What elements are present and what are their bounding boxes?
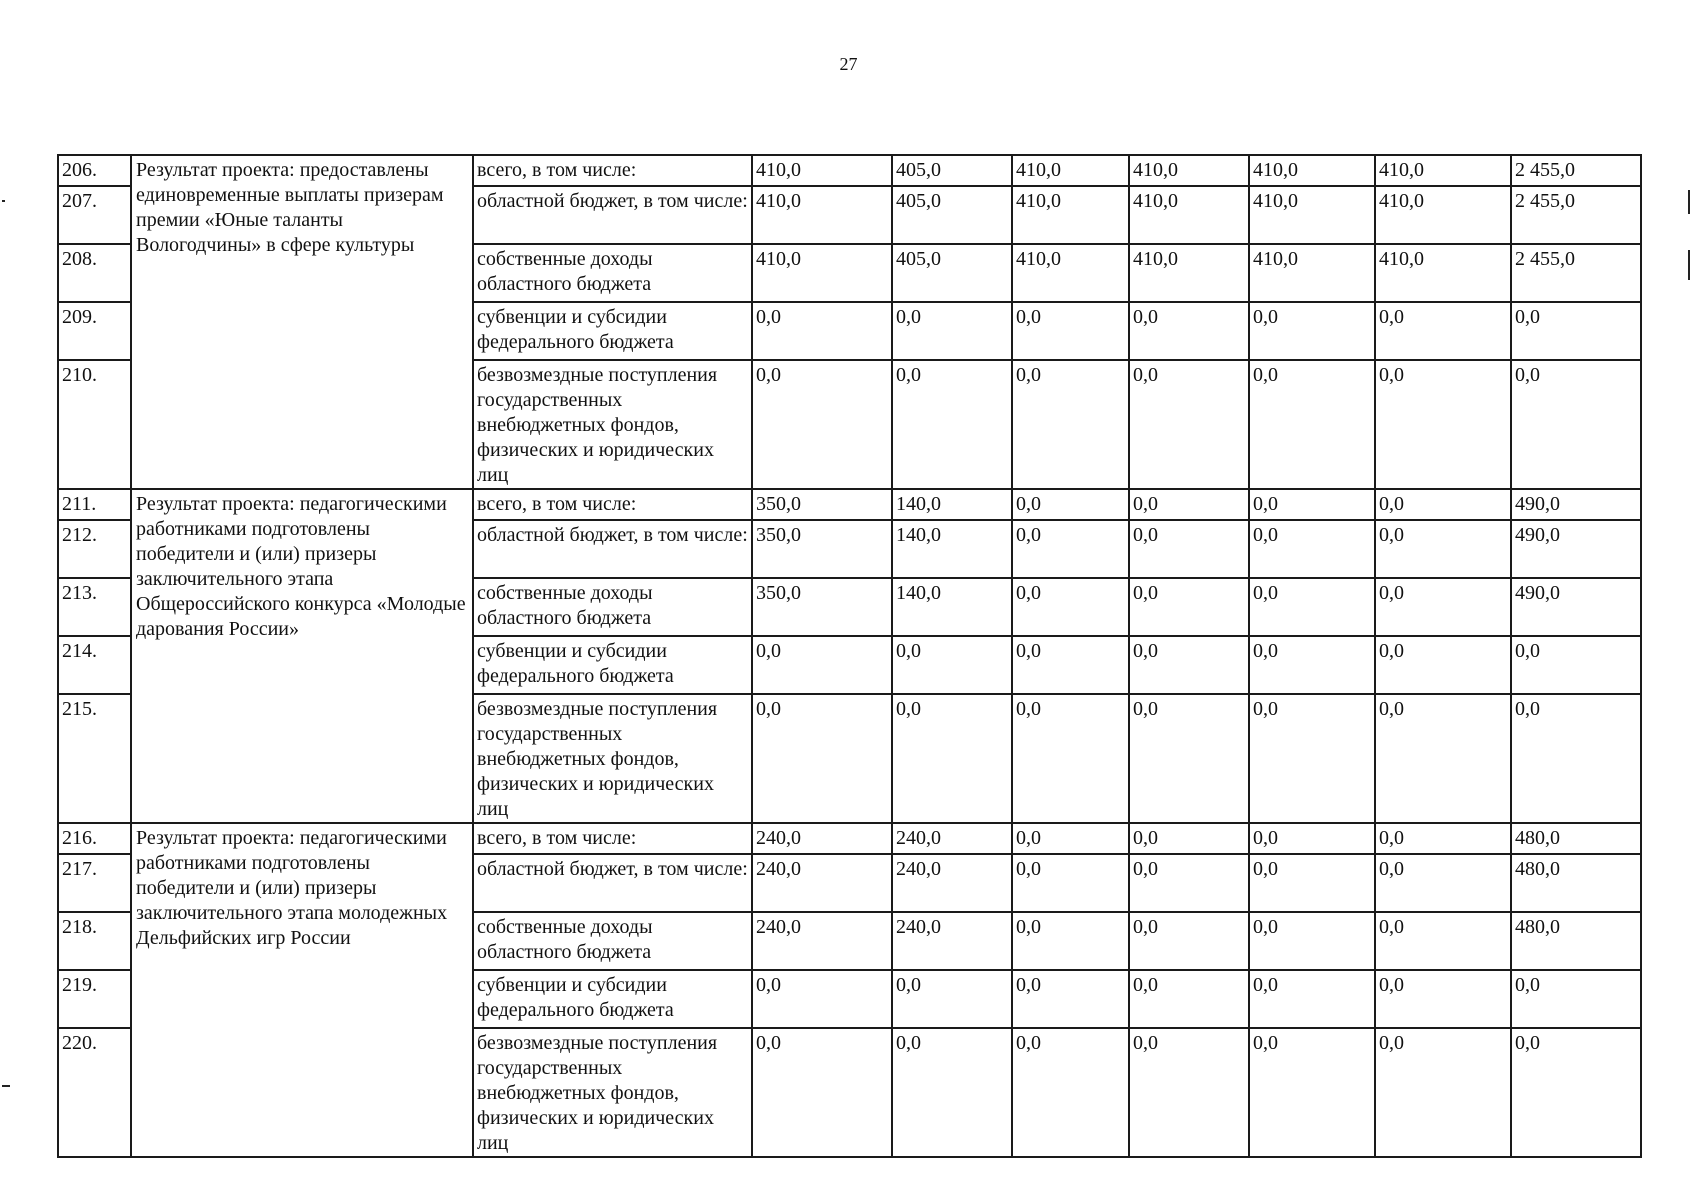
year-value: 410,0 (1249, 186, 1375, 244)
year-value: 240,0 (752, 854, 892, 912)
year-value: 410,0 (1129, 186, 1249, 244)
year-value: 0,0 (1012, 302, 1129, 360)
total-value: 0,0 (1511, 970, 1641, 1028)
funding-source: субвенции и субсидии федерального бюджета (473, 970, 752, 1028)
year-value: 0,0 (1375, 823, 1511, 854)
year-value: 0,0 (1129, 823, 1249, 854)
table-row (58, 155, 1641, 186)
scan-speck (1688, 190, 1690, 214)
year-value: 0,0 (1012, 636, 1129, 694)
row-number: 208. (58, 244, 131, 302)
row-number: 206. (58, 155, 131, 186)
total-value: 0,0 (1511, 302, 1641, 360)
year-value: 0,0 (1375, 970, 1511, 1028)
year-value: 0,0 (752, 970, 892, 1028)
year-value: 410,0 (1249, 244, 1375, 302)
year-value: 0,0 (752, 1028, 892, 1157)
year-value: 410,0 (1129, 244, 1249, 302)
row-number: 214. (58, 636, 131, 694)
year-value: 0,0 (1012, 1028, 1129, 1157)
year-value: 0,0 (1375, 854, 1511, 912)
row-number: 210. (58, 360, 131, 489)
year-value: 0,0 (1129, 912, 1249, 970)
year-value: 0,0 (1129, 302, 1249, 360)
year-value: 0,0 (1249, 912, 1375, 970)
funding-source: субвенции и субсидии федерального бюджета (473, 302, 752, 360)
total-value: 490,0 (1511, 578, 1641, 636)
year-value: 0,0 (892, 360, 1012, 489)
total-value: 490,0 (1511, 489, 1641, 520)
year-value: 410,0 (752, 244, 892, 302)
year-value: 410,0 (1375, 244, 1511, 302)
year-value: 410,0 (752, 186, 892, 244)
year-value: 0,0 (752, 636, 892, 694)
year-value: 0,0 (1249, 970, 1375, 1028)
year-value: 0,0 (1012, 823, 1129, 854)
year-value: 410,0 (1375, 155, 1511, 186)
year-value: 0,0 (1249, 360, 1375, 489)
funding-source: собственные доходы областного бюджета (473, 244, 752, 302)
year-value: 405,0 (892, 155, 1012, 186)
scan-speck (2, 200, 5, 202)
year-value: 240,0 (892, 912, 1012, 970)
year-value: 0,0 (1375, 520, 1511, 578)
year-value: 0,0 (752, 302, 892, 360)
year-value: 405,0 (892, 244, 1012, 302)
year-value: 350,0 (752, 520, 892, 578)
row-number: 218. (58, 912, 131, 970)
funding-source: безвозмездные поступления государственных внебюджетных фондов, физических и юридических лиц (473, 360, 752, 489)
row-number: 209. (58, 302, 131, 360)
funding-source: собственные доходы областного бюджета (473, 578, 752, 636)
year-value: 140,0 (892, 578, 1012, 636)
year-value: 240,0 (752, 912, 892, 970)
year-value: 0,0 (1012, 970, 1129, 1028)
year-value: 0,0 (1012, 578, 1129, 636)
year-value: 0,0 (1129, 636, 1249, 694)
scan-speck (2, 1085, 10, 1087)
row-number: 219. (58, 970, 131, 1028)
year-value: 0,0 (1012, 360, 1129, 489)
year-value: 0,0 (1375, 360, 1511, 489)
year-value: 0,0 (1375, 489, 1511, 520)
year-value: 0,0 (1129, 694, 1249, 823)
year-value: 0,0 (752, 360, 892, 489)
year-value: 0,0 (1129, 520, 1249, 578)
total-value: 480,0 (1511, 854, 1641, 912)
year-value: 350,0 (752, 489, 892, 520)
table-row (58, 823, 1641, 854)
year-value: 0,0 (1012, 912, 1129, 970)
year-value: 0,0 (1249, 578, 1375, 636)
year-value: 0,0 (1249, 694, 1375, 823)
year-value: 0,0 (1249, 1028, 1375, 1157)
row-number: 215. (58, 694, 131, 823)
year-value: 0,0 (892, 970, 1012, 1028)
total-value: 2 455,0 (1511, 186, 1641, 244)
year-value: 410,0 (1012, 186, 1129, 244)
year-value: 0,0 (892, 1028, 1012, 1157)
row-number: 213. (58, 578, 131, 636)
year-value: 410,0 (1012, 155, 1129, 186)
year-value: 240,0 (892, 823, 1012, 854)
table-row (58, 489, 1641, 520)
year-value: 0,0 (1129, 854, 1249, 912)
year-value: 0,0 (1129, 1028, 1249, 1157)
year-value: 410,0 (1375, 186, 1511, 244)
funding-source: областной бюджет, в том числе: (473, 186, 752, 244)
year-value: 405,0 (892, 186, 1012, 244)
year-value: 0,0 (1375, 912, 1511, 970)
year-value: 0,0 (1249, 854, 1375, 912)
total-value: 2 455,0 (1511, 155, 1641, 186)
funding-source: всего, в том числе: (473, 155, 752, 186)
year-value: 350,0 (752, 578, 892, 636)
row-number: 216. (58, 823, 131, 854)
row-number: 220. (58, 1028, 131, 1157)
funding-source: собственные доходы областного бюджета (473, 912, 752, 970)
year-value: 0,0 (1012, 854, 1129, 912)
year-value: 0,0 (1375, 1028, 1511, 1157)
year-value: 0,0 (752, 694, 892, 823)
year-value: 0,0 (1249, 520, 1375, 578)
funding-source: безвозмездные поступления государственных внебюджетных фондов, физических и юридических лиц (473, 694, 752, 823)
funding-source: областной бюджет, в том числе: (473, 854, 752, 912)
year-value: 0,0 (1129, 970, 1249, 1028)
year-value: 410,0 (1012, 244, 1129, 302)
total-value: 480,0 (1511, 823, 1641, 854)
total-value: 0,0 (1511, 694, 1641, 823)
row-number: 217. (58, 854, 131, 912)
year-value: 0,0 (1249, 823, 1375, 854)
year-value: 0,0 (1375, 302, 1511, 360)
funding-source: безвозмездные поступления государственных внебюджетных фондов, физических и юридических лиц (473, 1028, 752, 1157)
row-number: 211. (58, 489, 131, 520)
year-value: 410,0 (752, 155, 892, 186)
year-value: 0,0 (1129, 578, 1249, 636)
funding-source: всего, в том числе: (473, 823, 752, 854)
funding-source: областной бюджет, в том числе: (473, 520, 752, 578)
total-value: 0,0 (1511, 636, 1641, 694)
year-value: 140,0 (892, 489, 1012, 520)
year-value: 240,0 (752, 823, 892, 854)
year-value: 0,0 (892, 302, 1012, 360)
project-result: Результат проекта: предоставлены единовременные выплаты призерам премии «Юные таланты Вологодчины» в сфере культуры (131, 155, 473, 489)
year-value: 0,0 (892, 694, 1012, 823)
year-value: 0,0 (1249, 302, 1375, 360)
year-value: 0,0 (1129, 489, 1249, 520)
total-value: 480,0 (1511, 912, 1641, 970)
year-value: 0,0 (1012, 520, 1129, 578)
year-value: 0,0 (892, 636, 1012, 694)
year-value: 0,0 (1375, 636, 1511, 694)
funding-source: всего, в том числе: (473, 489, 752, 520)
year-value: 0,0 (1129, 360, 1249, 489)
funding-source: субвенции и субсидии федерального бюджета (473, 636, 752, 694)
row-number: 207. (58, 186, 131, 244)
scan-speck (1688, 250, 1690, 280)
total-value: 0,0 (1511, 1028, 1641, 1157)
project-result: Результат проекта: педагогическими работниками подготовлены победители и (или) призеры заключительного этапа Общероссийского конкурса «Молодые дарования России» (131, 489, 473, 823)
total-value: 490,0 (1511, 520, 1641, 578)
year-value: 240,0 (892, 854, 1012, 912)
total-value: 2 455,0 (1511, 244, 1641, 302)
year-value: 410,0 (1129, 155, 1249, 186)
year-value: 140,0 (892, 520, 1012, 578)
page-number: 27 (839, 54, 858, 74)
project-result: Результат проекта: педагогическими работниками подготовлены победители и (или) призеры заключительного этапа молодежных Дельфийских игр России (131, 823, 473, 1157)
budget-table (57, 154, 1642, 1158)
row-number: 212. (58, 520, 131, 578)
year-value: 0,0 (1012, 489, 1129, 520)
year-value: 0,0 (1375, 578, 1511, 636)
total-value: 0,0 (1511, 360, 1641, 489)
year-value: 0,0 (1375, 694, 1511, 823)
year-value: 410,0 (1249, 155, 1375, 186)
year-value: 0,0 (1249, 636, 1375, 694)
year-value: 0,0 (1249, 489, 1375, 520)
year-value: 0,0 (1012, 694, 1129, 823)
